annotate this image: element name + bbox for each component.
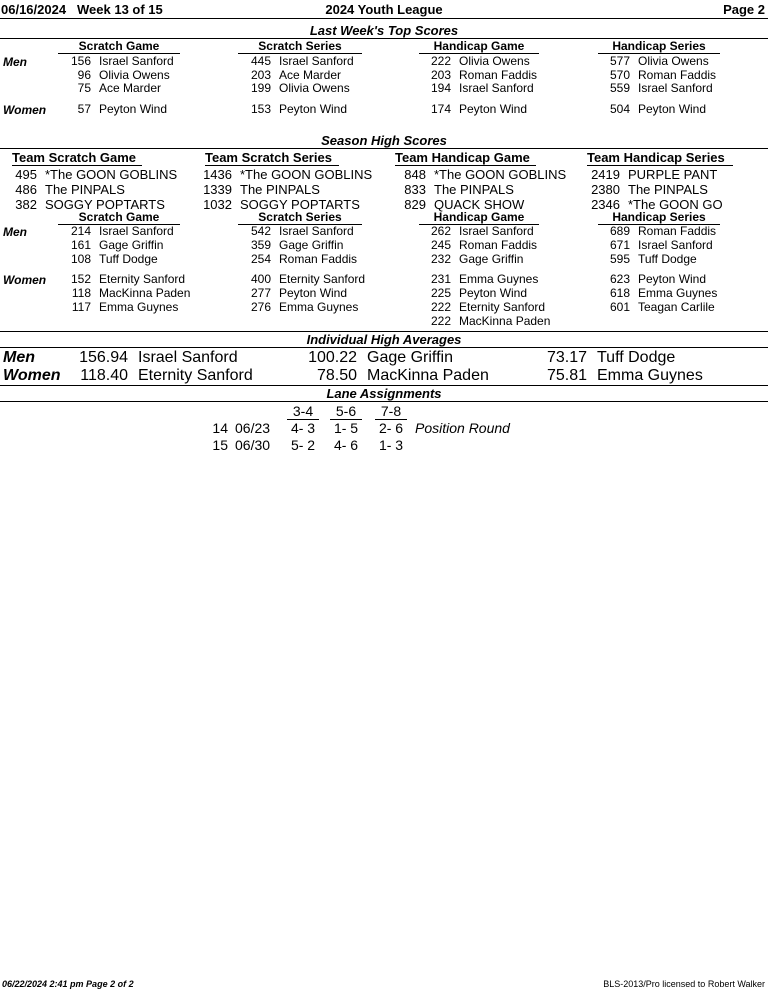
lane-cell: 1- 3 [378, 437, 404, 453]
last_week-col-head-0: Scratch Game [58, 40, 180, 54]
team-entry [12, 167, 177, 182]
last_week-men-entry-name: Olivia Owens [99, 67, 170, 82]
season_high-men-entry-name: Israel Sanford [638, 238, 713, 252]
team-entry-name: *The GOON GOBLINS [45, 167, 178, 182]
season_high-men-entry [594, 253, 697, 266]
team-entry-score: 848 [404, 167, 426, 182]
team-entry-score: 382 [15, 197, 37, 212]
last_week-women-label: Women [3, 103, 47, 117]
footer-license: BLS-2013/Pro licensed to Robert Walker [603, 979, 765, 989]
last_week-col-head-2: Handicap Game [419, 40, 539, 54]
season_high-women-entry [235, 301, 358, 314]
last_week-men-entry-name: Olivia Owens [638, 54, 709, 68]
last_week-men-entry-score: 199 [250, 81, 271, 96]
season_high-men-entry-name: Tuff Dodge [99, 252, 158, 266]
season_high-women-entry [415, 315, 550, 328]
last_week-men-entry-score: 203 [250, 67, 271, 82]
season_high-women-entry-name: Eternity Sanford [99, 272, 186, 286]
last_week-women-entry-score: 504 [609, 102, 630, 116]
season_high-women-entry-score: 118 [71, 286, 91, 300]
season_high-men-entry-score: 108 [70, 252, 91, 266]
last_week-men-entry [235, 55, 354, 68]
last_week-men-entry [55, 69, 170, 82]
season_high-men-entry-score: 254 [250, 252, 271, 266]
team-entry [12, 182, 125, 197]
average-men-entry [305, 349, 453, 367]
last_week-men-entry [235, 82, 350, 95]
average-men-entry-name: Tuff Dodge [597, 349, 676, 366]
lane-pair-head: 3-4 [287, 403, 319, 420]
season_high-men-entry-name: Gage Griffin [99, 238, 164, 252]
season_high-women-entry-score: 225 [430, 286, 451, 300]
team-entry-name: The PINPALS [628, 182, 708, 197]
league-title: 2024 Youth League [325, 2, 443, 17]
last_week-men-entry-score: 222 [430, 54, 451, 68]
season_high-col-head-0: Scratch Game [58, 211, 180, 225]
last_week-men-entry [415, 55, 530, 68]
last_week-col-head-1: Scratch Series [238, 40, 362, 54]
season_high-men-entry-score: 262 [430, 224, 451, 238]
last_week-men-entry [594, 82, 713, 95]
last_week-women-entry [415, 103, 527, 116]
season_high-women-entry [415, 273, 538, 286]
average-women-entry [305, 367, 489, 385]
last_week-men-entry [594, 55, 709, 68]
season_high-women-entry-score: 222 [430, 300, 451, 314]
season_high-women-entry-name: Teagan Carlile [638, 300, 715, 314]
team-entry [586, 167, 717, 182]
last_week-men-entry-score: 577 [609, 54, 630, 68]
season_high-women-entry [235, 273, 365, 286]
season_high-men-entry-score: 214 [70, 224, 91, 238]
season_high-women-entry [594, 301, 715, 314]
team-col-head-2: Team Handicap Game [395, 151, 536, 166]
last_week-women-entry-name: Peyton Wind [279, 102, 348, 116]
season_high-women-entry-score: 152 [70, 272, 91, 286]
last_week-men-entry-name: Ace Marder [279, 67, 342, 82]
season_high-col-head-3: Handicap Series [598, 211, 720, 225]
header-rule [0, 18, 768, 19]
last_week-men-entry [415, 82, 534, 95]
lane-cell: 4- 3 [290, 420, 316, 436]
last_week-women-entry-name: Peyton Wind [638, 102, 707, 116]
season_high-women-entry-name: Peyton Wind [459, 286, 528, 300]
team-entry-score: 1436 [203, 167, 232, 182]
last_week-men-entry-name: Roman Faddis [459, 67, 538, 82]
team-entry-name: SOGGY POPTARTS [240, 197, 360, 212]
last_week-men-entry-score: 194 [430, 81, 451, 96]
season_high-men-entry-name: Roman Faddis [279, 252, 358, 266]
season_high-women-entry [415, 301, 545, 314]
season_high-women-entry [235, 287, 347, 300]
team-col-head-1: Team Scratch Series [205, 151, 339, 166]
season_high-men-entry [415, 239, 537, 252]
season_high-men-entry [235, 225, 354, 238]
season_high-women-entry [594, 287, 717, 300]
average-men-entry [535, 349, 675, 367]
lane-note: Position Round [415, 420, 510, 436]
season_high-women-entry-name: Emma Guynes [459, 272, 539, 286]
averages-title: Individual High Averages [306, 332, 462, 347]
season-high-title: Season High Scores [321, 133, 447, 148]
season_high-men-entry-score: 161 [70, 238, 91, 252]
lane-pair-head: 5-6 [330, 403, 362, 420]
team-entry-score: 2346 [591, 197, 620, 212]
season-high-rule [0, 148, 768, 149]
season_high-men-entry [55, 239, 163, 252]
last_week-women-entry [55, 103, 167, 116]
averages-women-label: Women [3, 367, 61, 384]
season_high-men-label: Men [3, 225, 27, 239]
lanes-rule [0, 401, 768, 402]
last_week-women-entry-score: 57 [77, 102, 91, 116]
last_week-men-entry-score: 96 [77, 67, 91, 82]
team-entry-name: QUACK SHOW [434, 197, 525, 212]
team-entry-name: The PINPALS [434, 182, 514, 197]
season_high-men-entry [235, 253, 357, 266]
season_high-men-entry [235, 239, 343, 252]
season_high-men-entry-score: 232 [430, 252, 451, 266]
season_high-men-entry [415, 225, 534, 238]
season_high-men-entry-name: Israel Sanford [99, 224, 174, 238]
footer-printed: 06/22/2024 2:41 pm Page 2 of 2 [2, 979, 134, 989]
last_week-men-entry-score: 75 [77, 81, 91, 96]
team-entry [586, 182, 708, 197]
average-women-entry-score: 75.81 [546, 367, 587, 384]
lane-cell: 1- 5 [333, 420, 359, 436]
lane-cell: 4- 6 [333, 437, 359, 453]
average-men-entry [76, 349, 238, 367]
last_week-women-entry [594, 103, 706, 116]
season_high-men-entry-score: 542 [250, 224, 271, 238]
season_high-men-entry-name: Gage Griffin [279, 238, 344, 252]
season_high-men-entry-name: Israel Sanford [279, 224, 354, 238]
last_week-men-entry-name: Israel Sanford [99, 54, 174, 68]
averages-rule [0, 347, 768, 348]
season_high-men-entry-score: 595 [609, 252, 630, 266]
team-entry-name: *The GOON GO [628, 197, 723, 212]
last_week-women-entry-score: 174 [430, 102, 451, 116]
average-women-entry-name: Emma Guynes [597, 367, 703, 384]
last_week-men-entry-name: Israel Sanford [279, 54, 354, 68]
last_week-women-entry-name: Peyton Wind [99, 102, 168, 116]
season_high-women-entry [594, 273, 706, 286]
team-entry-name: SOGGY POPTARTS [45, 197, 165, 212]
average-men-entry-score: 73.17 [546, 349, 587, 366]
last_week-men-entry [594, 69, 716, 82]
season_high-men-entry [594, 239, 713, 252]
season_high-col-head-2: Handicap Game [419, 211, 539, 225]
team-entry-name: *The GOON GOBLINS [240, 167, 373, 182]
average-men-entry-name: Israel Sanford [138, 349, 238, 366]
lane-pair-head: 7-8 [375, 403, 407, 420]
team-entry-score: 486 [15, 182, 37, 197]
page-number: Page 2 [723, 2, 765, 17]
season_high-men-entry [55, 225, 174, 238]
averages-men-label: Men [3, 349, 35, 366]
last_week-women-entry-score: 153 [250, 102, 271, 116]
season_high-women-entry-score: 231 [430, 272, 451, 286]
season_high-men-entry [55, 253, 158, 266]
team-entry-score: 2419 [591, 167, 620, 182]
last_week-men-entry-name: Olivia Owens [279, 81, 350, 96]
season_high-women-entry [415, 287, 527, 300]
last_week-men-entry [55, 55, 174, 68]
team-entry-name: The PINPALS [45, 182, 125, 197]
season_high-women-entry-score: 601 [609, 300, 630, 314]
last_week-men-entry-name: Israel Sanford [459, 81, 534, 96]
last_week-men-entry-score: 156 [70, 54, 91, 68]
average-men-entry-score: 100.22 [308, 349, 357, 366]
last_week-women-entry-name: Peyton Wind [459, 102, 528, 116]
average-women-entry-score: 118.40 [80, 367, 128, 384]
season_high-women-entry-score: 277 [250, 286, 271, 300]
last_week-men-entry-score: 445 [250, 54, 271, 68]
last_week-men-entry [55, 82, 161, 95]
season_high-women-entry-score: 400 [250, 272, 271, 286]
season_high-men-entry [594, 225, 716, 238]
season_high-women-label: Women [3, 273, 47, 287]
last_week-men-entry-name: Ace Marder [99, 81, 162, 96]
season_high-women-entry-name: MacKinna Paden [459, 314, 551, 328]
season_high-women-entry-score: 222 [430, 314, 451, 328]
season_high-women-entry-name: MacKinna Paden [99, 286, 191, 300]
lane-date: 06/23 [235, 420, 271, 436]
team-entry-score: 2380 [591, 182, 620, 197]
last_week-men-entry-score: 559 [609, 81, 630, 96]
team-col-head-0: Team Scratch Game [12, 151, 142, 166]
team-entry-name: The PINPALS [240, 182, 320, 197]
report-date: 06/16/2024 [1, 2, 67, 17]
last_week-men-entry [415, 69, 537, 82]
team-entry-name: *The GOON GOBLINS [434, 167, 567, 182]
average-women-entry [76, 367, 253, 385]
last_week-col-head-3: Handicap Series [598, 40, 720, 54]
team-entry-score: 495 [15, 167, 37, 182]
average-women-entry-name: Eternity Sanford [138, 367, 253, 384]
average-men-entry-score: 156.94 [79, 349, 128, 366]
team-col-head-3: Team Handicap Series [587, 151, 733, 166]
team-entry [198, 182, 320, 197]
season_high-men-entry-score: 359 [250, 238, 271, 252]
team-entry-score: 833 [404, 182, 426, 197]
season_high-women-entry [55, 273, 185, 286]
season_high-women-entry [55, 287, 190, 300]
season_high-women-entry-name: Peyton Wind [638, 272, 707, 286]
season_high-women-entry-name: Eternity Sanford [279, 272, 366, 286]
lane-week: 15 [212, 437, 228, 453]
team-entry [392, 182, 514, 197]
season_high-women-entry-name: Eternity Sanford [459, 300, 546, 314]
season_high-men-entry-name: Gage Griffin [459, 252, 524, 266]
last_week-men-entry-name: Israel Sanford [638, 81, 713, 96]
lane-cell: 2- 6 [378, 420, 404, 436]
season_high-men-entry [415, 253, 523, 266]
season_high-women-entry-score: 618 [609, 286, 630, 300]
season_high-men-entry-name: Tuff Dodge [638, 252, 697, 266]
season_high-col-head-1: Scratch Series [238, 211, 362, 225]
season_high-women-entry-name: Emma Guynes [638, 286, 718, 300]
season_high-women-entry-name: Emma Guynes [279, 300, 359, 314]
lanes-title: Lane Assignments [326, 386, 442, 401]
season_high-men-entry-name: Israel Sanford [459, 224, 534, 238]
last_week-men-entry-name: Olivia Owens [459, 54, 530, 68]
season_high-women-entry-name: Emma Guynes [99, 300, 179, 314]
season_high-women-entry [55, 301, 178, 314]
season_high-men-entry-name: Roman Faddis [459, 238, 538, 252]
last_week-men-entry [235, 69, 341, 82]
lane-date: 06/30 [235, 437, 271, 453]
last_week-men-entry-score: 570 [609, 67, 630, 82]
average-women-entry [535, 367, 703, 385]
team-entry [392, 167, 566, 182]
season_high-women-entry-score: 117 [71, 300, 91, 314]
season_high-men-entry-score: 671 [609, 238, 630, 252]
season_high-women-entry-score: 276 [250, 300, 271, 314]
team-entry-name: PURPLE PANT [628, 167, 718, 182]
lane-cell: 5- 2 [290, 437, 316, 453]
week-indicator: Week 13 of 15 [77, 2, 163, 17]
lane-week: 14 [212, 420, 228, 436]
last_week-men-entry-name: Roman Faddis [638, 67, 717, 82]
team-entry-score: 1339 [203, 182, 232, 197]
average-women-entry-name: MacKinna Paden [367, 367, 489, 384]
last-week-title: Last Week's Top Scores [309, 23, 459, 38]
season_high-men-entry-score: 245 [430, 238, 451, 252]
last_week-men-entry-score: 203 [430, 67, 451, 82]
team-entry-score: 829 [404, 197, 426, 212]
season_high-men-entry-score: 689 [609, 224, 630, 238]
season_high-women-entry-name: Peyton Wind [279, 286, 348, 300]
team-entry-score: 1032 [203, 197, 232, 212]
season_high-women-entry-score: 623 [609, 272, 630, 286]
last_week-men-label: Men [3, 55, 27, 69]
average-men-entry-name: Gage Griffin [367, 349, 453, 366]
average-women-entry-score: 78.50 [316, 367, 357, 384]
team-entry [198, 167, 372, 182]
last_week-women-entry [235, 103, 347, 116]
season_high-men-entry-name: Roman Faddis [638, 224, 717, 238]
